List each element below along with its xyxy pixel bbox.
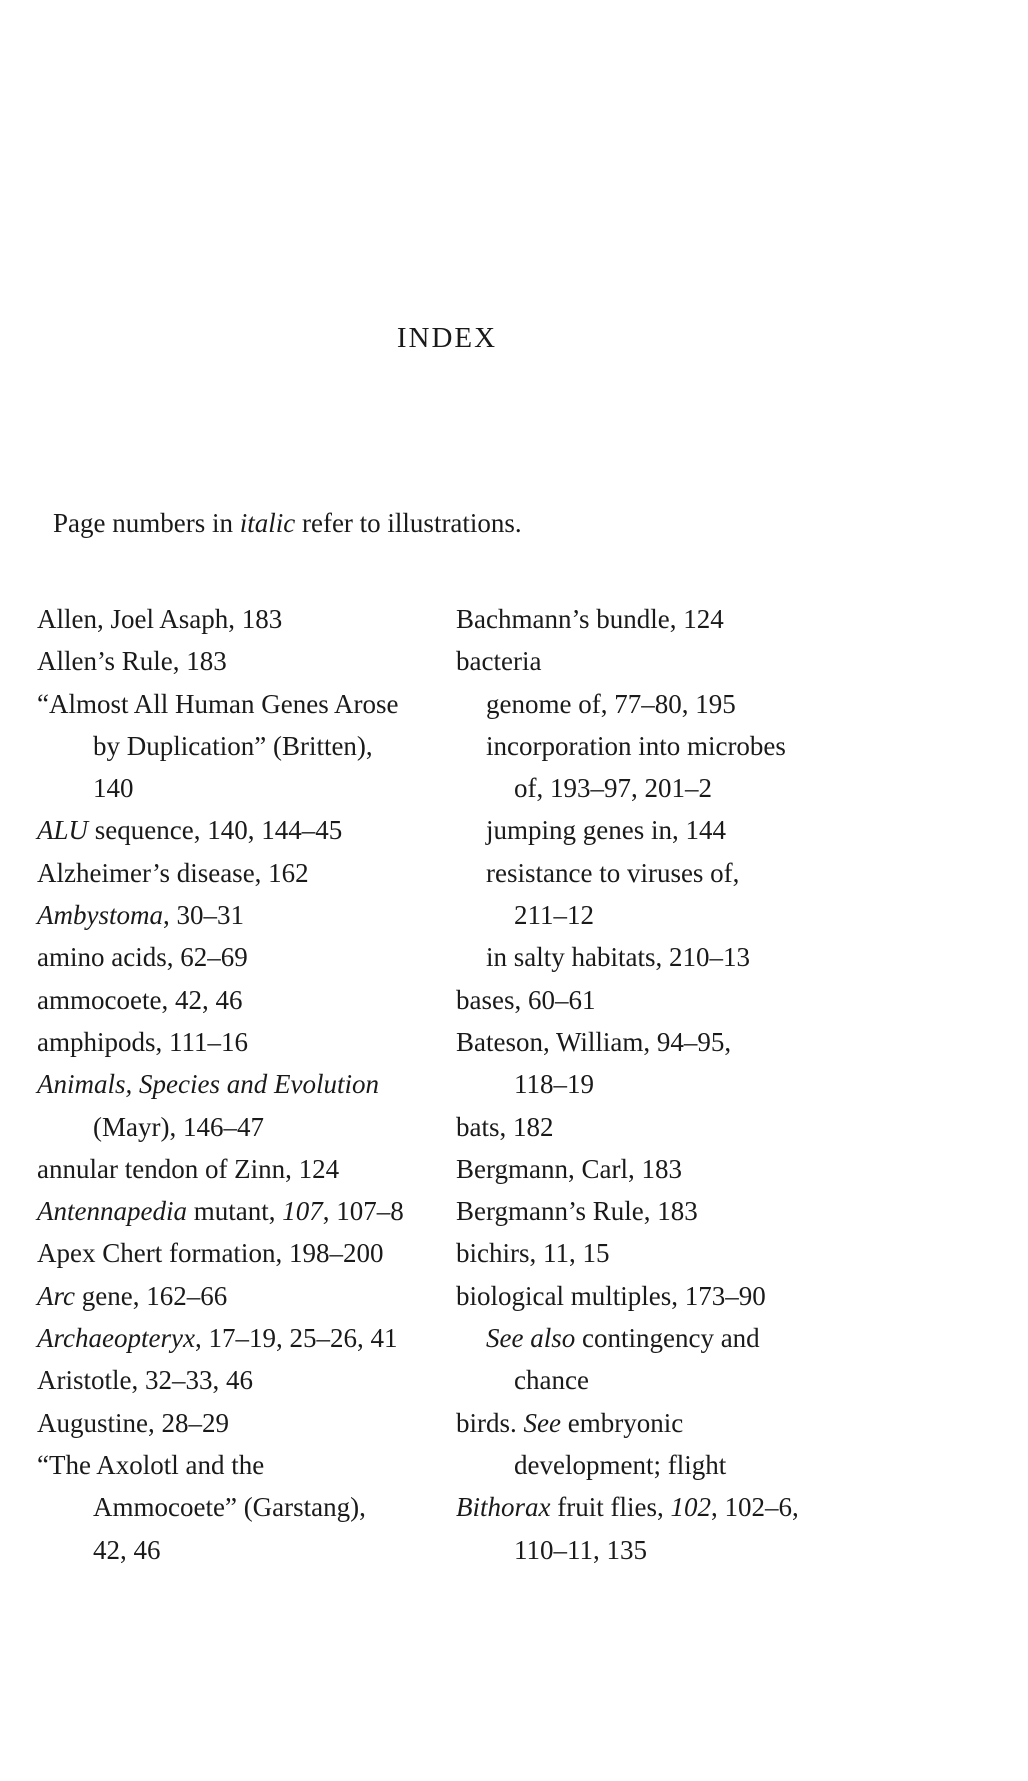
index-column-right <box>456 598 799 1571</box>
note-text: refer to illustrations. <box>295 508 522 538</box>
index-line <box>456 598 799 640</box>
index-text: by Duplication” (Britten), <box>93 730 373 761</box>
index-line <box>456 767 799 809</box>
index-line <box>37 809 404 851</box>
index-text: fruit flies, <box>550 1492 671 1523</box>
index-line <box>37 1359 404 1401</box>
index-text: 140 <box>93 773 134 804</box>
index-text: amino acids, 62–69 <box>37 942 248 973</box>
index-text: bacteria <box>456 646 542 677</box>
index-line <box>456 1317 799 1359</box>
index-text: 110–11, 135 <box>514 1534 647 1565</box>
index-text: bases, 60–61 <box>456 984 596 1015</box>
index-text: resistance to viruses of, <box>486 857 740 888</box>
index-text: 42, 46 <box>93 1534 161 1565</box>
page-title: INDEX <box>396 322 498 354</box>
index-text: genome of, 77–80, 195 <box>486 688 736 719</box>
index-text: amphipods, 111–16 <box>37 1026 248 1057</box>
index-line <box>456 1402 799 1444</box>
index-text: , 17–19, 25–26, 41 <box>194 1323 398 1354</box>
index-text: , 30–31 <box>162 900 244 931</box>
index-line <box>456 936 799 978</box>
index-text: Bergmann, Carl, 183 <box>456 1153 682 1184</box>
index-text: Antennapedia <box>37 1196 187 1227</box>
index-line <box>37 598 404 640</box>
index-line <box>37 1486 404 1528</box>
index-text: ALU <box>37 815 89 846</box>
index-text: of, 193–97, 201–2 <box>514 773 712 804</box>
index-text: “Almost All Human Genes Arose <box>37 688 399 719</box>
index-line <box>456 725 799 767</box>
index-line <box>37 979 404 1021</box>
index-line <box>37 894 404 936</box>
index-line <box>37 1106 404 1148</box>
index-line <box>37 1444 404 1486</box>
index-line <box>456 640 799 682</box>
index-line <box>456 1190 799 1232</box>
index-line <box>37 1529 404 1571</box>
note-italic-word: italic <box>239 508 296 538</box>
index-text: Archaeopteryx <box>37 1323 195 1354</box>
index-text: ammocoete, 42, 46 <box>37 984 243 1015</box>
index-text: bichirs, 11, 15 <box>456 1238 610 1269</box>
index-line <box>37 1148 404 1190</box>
index-line <box>37 640 404 682</box>
index-column-left <box>37 598 404 1571</box>
index-text: Aristotle, 32–33, 46 <box>37 1365 253 1396</box>
index-text: , 107–8 <box>322 1196 404 1227</box>
index-text: development; flight <box>514 1449 727 1480</box>
index-text: Augustine, 28–29 <box>37 1407 229 1438</box>
index-text: Bithorax <box>456 1492 551 1523</box>
index-text: See also <box>486 1323 576 1354</box>
index-text: Apex Chert formation, 198–200 <box>37 1238 384 1269</box>
index-text: chance <box>514 1365 589 1396</box>
index-line <box>456 683 799 725</box>
index-text: , 102–6, <box>710 1492 799 1523</box>
index-text: jumping genes in, 144 <box>486 815 726 846</box>
index-line <box>456 1275 799 1317</box>
index-text: Ambystoma <box>37 900 163 931</box>
index-text: mutant, <box>186 1196 283 1227</box>
index-text: 211–12 <box>514 900 594 931</box>
index-line <box>456 1148 799 1190</box>
index-text: Arc <box>37 1280 75 1311</box>
index-text: Allen, Joel Asaph, 183 <box>37 604 283 634</box>
index-text: 118–19 <box>514 1069 594 1100</box>
index-line <box>456 894 799 936</box>
index-text: in salty habitats, 210–13 <box>486 942 750 973</box>
index-text: Ammocoete” (Garstang), <box>93 1492 366 1523</box>
index-text: Allen’s Rule, 183 <box>37 646 227 677</box>
index-line <box>37 1402 404 1444</box>
index-text: biological multiples, 173–90 <box>456 1280 766 1311</box>
index-line <box>456 809 799 851</box>
index-text: See <box>523 1407 561 1438</box>
index-line <box>456 852 799 894</box>
index-line <box>456 979 799 1021</box>
index-line <box>37 1275 404 1317</box>
index-line <box>456 1106 799 1148</box>
index-line <box>37 725 404 767</box>
index-text: annular tendon of Zinn, 124 <box>37 1153 340 1184</box>
index-text: embryonic <box>560 1407 684 1438</box>
index-text: (Mayr), 146–47 <box>93 1111 264 1142</box>
index-line <box>37 1063 404 1105</box>
note-text: Page numbers in <box>53 508 240 538</box>
index-line <box>37 1317 404 1359</box>
index-line <box>37 1232 404 1274</box>
index-line <box>456 1486 799 1528</box>
index-line <box>37 1021 404 1063</box>
index-line <box>37 683 404 725</box>
index-text: Bergmann’s Rule, 183 <box>456 1196 698 1227</box>
index-line <box>456 1063 799 1105</box>
index-text: Alzheimer’s disease, 162 <box>37 857 309 888</box>
index-line <box>37 852 404 894</box>
index-text: birds. <box>456 1407 524 1438</box>
index-text: “The Axolotl and the <box>37 1449 265 1480</box>
index-text: Bachmann’s bundle, 124 <box>456 604 724 634</box>
index-text: gene, 162–66 <box>74 1280 228 1311</box>
index-line <box>456 1359 799 1401</box>
italic-note <box>53 508 522 539</box>
index-text: Animals, Species and Evolution <box>37 1069 379 1100</box>
index-line <box>456 1021 799 1063</box>
index-line <box>456 1444 799 1486</box>
index-line <box>456 1529 799 1571</box>
index-line <box>37 767 404 809</box>
index-line <box>37 936 404 978</box>
index-text: 102 <box>670 1492 711 1523</box>
index-line <box>37 1190 404 1232</box>
index-text: contingency and <box>575 1323 760 1354</box>
index-text: bats, 182 <box>456 1111 554 1142</box>
index-line <box>456 1232 799 1274</box>
index-text: Bateson, William, 94–95, <box>456 1026 732 1057</box>
index-text: sequence, 140, 144–45 <box>88 815 343 846</box>
index-text: incorporation into microbes <box>486 730 786 761</box>
index-text: 107 <box>282 1196 323 1227</box>
